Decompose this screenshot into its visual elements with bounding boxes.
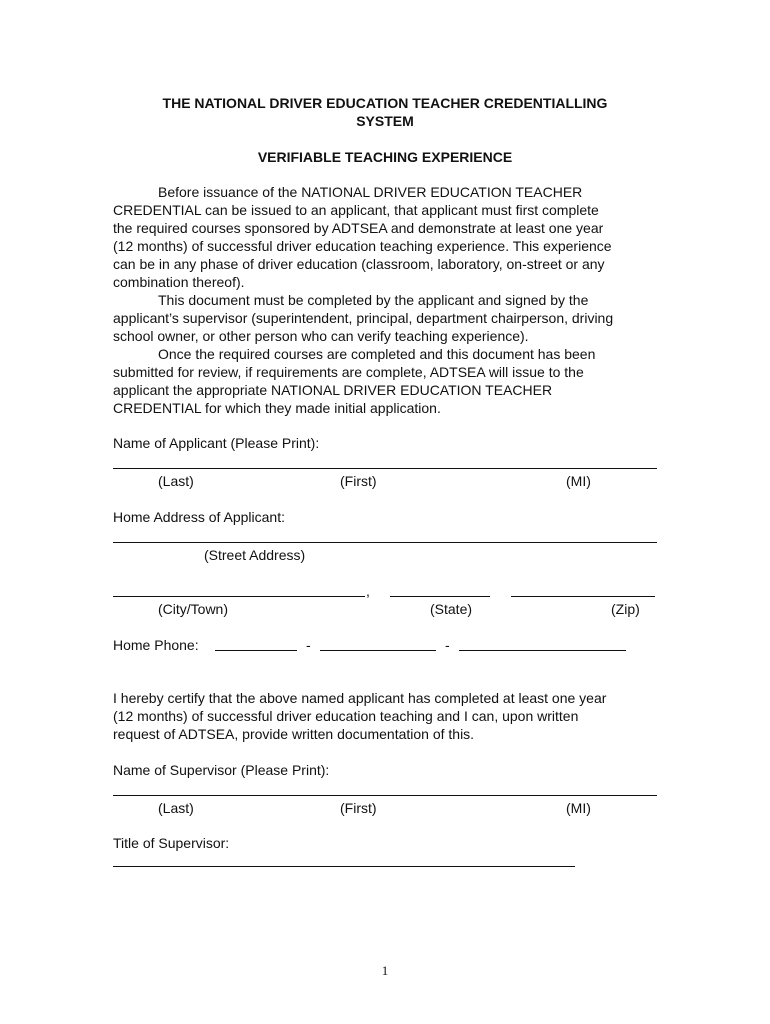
- supervisor-name-field[interactable]: [113, 795, 657, 796]
- supervisor-title-field[interactable]: [113, 866, 575, 867]
- document-title-line-1: THE NATIONAL DRIVER EDUCATION TEACHER CREDENTIALLING: [162, 95, 608, 111]
- phone-separator: -: [445, 637, 450, 653]
- intro-p1-line: the required courses sponsored by ADTSEA and demonstrate at least one year: [113, 220, 604, 236]
- supervisor-last-caption: (Last): [158, 800, 194, 816]
- intro-p2-line: This document must be completed by the applicant and signed by the: [158, 292, 589, 308]
- intro-p3-line: CREDENTIAL for which they made initial application.: [113, 400, 441, 416]
- home-phone-label: Home Phone:: [113, 637, 199, 653]
- document-title-line-2: SYSTEM: [356, 113, 414, 129]
- phone-area-code-field[interactable]: [215, 650, 297, 651]
- phone-prefix-field[interactable]: [320, 650, 436, 651]
- intro-p1-line: (12 months) of successful driver education teaching experience. This experience: [113, 238, 612, 254]
- supervisor-title-label: Title of Supervisor:: [113, 835, 230, 851]
- intro-p2-line: school owner, or other person who can verify teaching experience).: [113, 328, 529, 344]
- city-field[interactable]: [113, 596, 365, 597]
- state-field[interactable]: [390, 596, 490, 597]
- document-subtitle: VERIFIABLE TEACHING EXPERIENCE: [257, 149, 513, 165]
- phone-number-field[interactable]: [459, 650, 626, 651]
- city-caption: (City/Town): [158, 601, 229, 617]
- page-number: 1: [381, 963, 389, 978]
- intro-p2-line: applicant’s supervisor (superintendent, principal, department chairperson, driving: [113, 310, 614, 326]
- street-address-field[interactable]: [113, 542, 657, 543]
- applicant-mi-caption: (MI): [566, 473, 591, 489]
- applicant-name-field[interactable]: [113, 468, 657, 469]
- street-address-caption: (Street Address): [204, 547, 306, 563]
- intro-p3-line: Once the required courses are completed and this document has been: [158, 346, 596, 362]
- phone-separator: -: [306, 637, 311, 653]
- zip-field[interactable]: [511, 596, 655, 597]
- intro-p1-line: Before issuance of the NATIONAL DRIVER EDUCATION TEACHER: [158, 184, 583, 200]
- supervisor-mi-caption: (MI): [566, 800, 591, 816]
- applicant-name-label: Name of Applicant (Please Print):: [113, 435, 320, 451]
- intro-p3-line: applicant the appropriate NATIONAL DRIVER EDUCATION TEACHER: [113, 382, 553, 398]
- certification-line: (12 months) of successful driver education teaching and I can, upon written: [113, 708, 579, 724]
- applicant-first-caption: (First): [340, 473, 377, 489]
- zip-caption: (Zip): [611, 601, 640, 617]
- intro-p1-line: can be in any phase of driver education (classroom, laboratory, on-street or any: [113, 256, 605, 272]
- certification-line: I hereby certify that the above named applicant has completed at least one year: [113, 690, 607, 706]
- supervisor-name-label: Name of Supervisor (Please Print):: [113, 762, 330, 778]
- city-state-comma: ,: [366, 583, 370, 599]
- intro-p1-line: CREDENTIAL can be issued to an applicant, that applicant must first complete: [113, 202, 599, 218]
- applicant-last-caption: (Last): [158, 473, 194, 489]
- home-address-label: Home Address of Applicant:: [113, 509, 285, 525]
- state-caption: (State): [430, 601, 473, 617]
- supervisor-first-caption: (First): [340, 800, 377, 816]
- intro-p3-line: submitted for review, if requirements are complete, ADTSEA will issue to the: [113, 364, 584, 380]
- intro-p1-line: combination thereof).: [113, 274, 245, 290]
- certification-line: request of ADTSEA, provide written documentation of this.: [113, 726, 475, 742]
